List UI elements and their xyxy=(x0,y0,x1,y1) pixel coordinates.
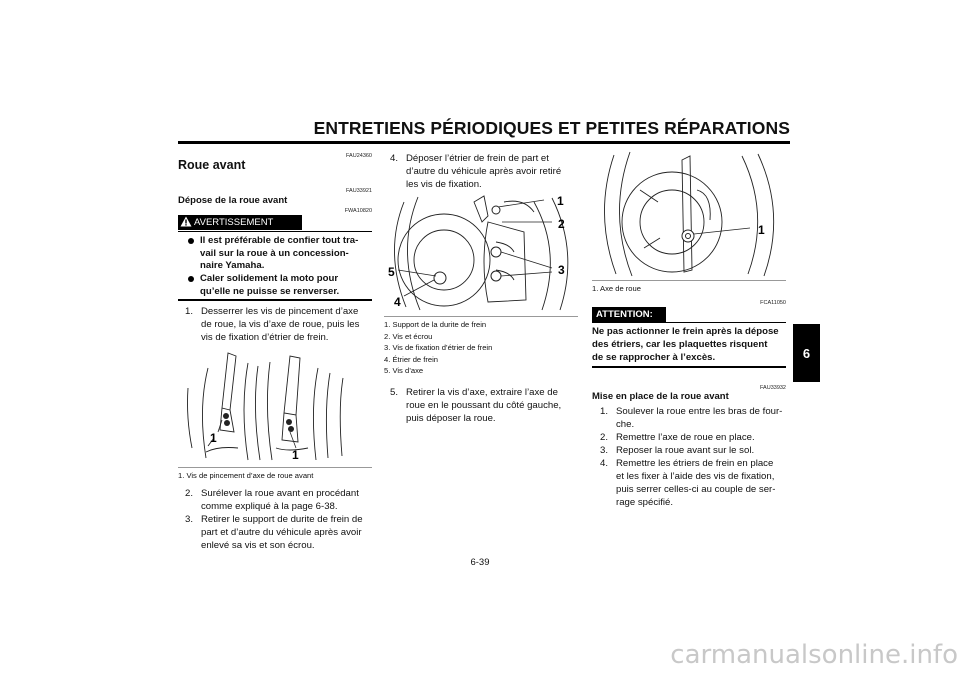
section-title: Roue avant xyxy=(178,158,246,172)
figure-caption: 1. Vis de pincement d’axe de roue avant xyxy=(178,471,314,480)
page-header-title: ENTRETIENS PÉRIODIQUES ET PETITES RÉPARATIONS xyxy=(313,118,790,138)
step-number: 4. xyxy=(600,458,609,469)
warning-bullet-2 xyxy=(188,273,374,298)
figure-label: 1 xyxy=(210,431,217,445)
step-line: Retirer la vis d’axe, extraire l’axe de xyxy=(406,387,558,398)
figure-rule xyxy=(178,467,372,468)
caption-item: 1. Support de la durite de frein xyxy=(384,320,487,329)
code-warning: FWA10820 xyxy=(344,208,372,214)
step-line: enlevé sa vis et son écrou. xyxy=(201,540,315,551)
page-number: 6-39 xyxy=(470,557,490,568)
figure-label: 3 xyxy=(558,263,565,277)
step-line: che. xyxy=(616,419,635,430)
warning-top-rule xyxy=(178,231,372,232)
warning-bullet-line: Caler solidement la moto pour xyxy=(200,273,339,284)
removal-step-4 xyxy=(390,152,582,191)
watermark: carmanualsonline.info xyxy=(670,640,958,670)
caption-item: 4. Étrier de frein xyxy=(384,354,439,364)
install-step-4 xyxy=(600,457,792,509)
figure-rule xyxy=(592,280,786,281)
removal-step-2 xyxy=(185,487,377,513)
step-number: 3. xyxy=(185,514,194,525)
figure-label: 1 xyxy=(758,223,765,237)
figure-wheel-axle xyxy=(592,150,787,278)
step-line: et les fixer à l’aide des vis de fixation, xyxy=(616,471,775,482)
step-number: 4. xyxy=(390,153,399,164)
figure-label: 2 xyxy=(558,217,565,231)
warning-bullet-1 xyxy=(188,235,374,273)
installation-title: Mise en place de la roue avant xyxy=(592,391,729,402)
chapter-tab: 6 xyxy=(793,324,820,382)
warning-bullet-line: naire Yamaha. xyxy=(200,260,265,271)
code-subsection: FAU33921 xyxy=(346,188,372,194)
code-attention: FCA11050 xyxy=(760,300,786,306)
step-line: comme expliqué à la page 6-38. xyxy=(201,501,338,512)
step-line: Reposer la roue avant sur le sol. xyxy=(616,445,755,456)
step-line: rage spécifié. xyxy=(616,497,674,508)
attention-line: de se rapprocher à l’excès. xyxy=(592,351,716,363)
bullet-dot-icon xyxy=(188,238,194,244)
step-line: Soulever la roue entre les bras de four- xyxy=(616,406,783,417)
code-section: FAU24360 xyxy=(346,153,372,159)
header-rule xyxy=(178,141,790,144)
step-line: de roue, la vis d’axe de roue, puis les xyxy=(201,319,360,330)
warning-triangle-icon xyxy=(178,216,194,229)
subsection-title: Dépose de la roue avant xyxy=(178,195,288,206)
figure-rule xyxy=(384,316,578,317)
install-step-1 xyxy=(600,405,792,431)
figure-label: 1 xyxy=(292,448,299,462)
caption-item: 3. Vis de fixation d’étrier de frein xyxy=(384,343,493,352)
step-line: roue en le poussant du côté gauche, xyxy=(406,400,562,411)
caption-item: 2. Vis et écrou xyxy=(384,331,433,341)
figure-label: 5 xyxy=(388,265,395,279)
warning-bullet-line: qu’elle ne puisse se renverser. xyxy=(200,285,340,297)
step-number: 5. xyxy=(390,387,399,398)
removal-step-5 xyxy=(390,386,582,425)
warning-label-text: AVERTISSEMENT xyxy=(194,217,274,228)
step-line: Surélever la roue avant en procédant xyxy=(201,488,359,499)
removal-step-1 xyxy=(185,305,375,344)
attention-line: des étriers, car les plaquettes risquent xyxy=(592,338,768,350)
step-number: 1. xyxy=(185,306,194,317)
step-line: Retirer le support de durite de frein de xyxy=(201,514,363,525)
attention-bottom-rule xyxy=(592,366,786,368)
step-number: 3. xyxy=(600,445,609,456)
step-line: d’autre du véhicule après avoir retiré xyxy=(406,166,562,177)
step-line: Remettre l’axe de roue en place. xyxy=(616,432,755,443)
step-line: Déposer l’étrier de frein de part et xyxy=(406,153,549,164)
step-number: 1. xyxy=(600,406,609,417)
step-line: puis déposer la roue. xyxy=(406,413,496,424)
attention-top-rule xyxy=(592,322,786,323)
figure-label: 1 xyxy=(557,194,564,208)
step-line: Remettre les étriers de frein en place xyxy=(616,458,774,469)
attention-label: ATTENTION: xyxy=(592,307,666,322)
step-line: Desserrer les vis de pincement d’axe xyxy=(201,306,359,317)
figure-caption-list xyxy=(384,319,492,377)
warning-label xyxy=(178,215,302,230)
code-installation: FAU33932 xyxy=(760,385,786,391)
figure-axle-pinch-bolts xyxy=(178,348,373,466)
figure-caption: 1. Axe de roue xyxy=(592,284,641,293)
install-step-2 xyxy=(600,431,792,444)
caption-item: 5. Vis d’axe xyxy=(384,366,424,375)
figure-brake-caliper xyxy=(384,192,579,314)
step-line: puis serrer celles-ci au couple de ser- xyxy=(616,484,776,495)
step-line: les vis de fixation. xyxy=(406,179,482,190)
removal-step-3 xyxy=(185,513,377,552)
warning-bullet-line: vail sur la roue à un concession- xyxy=(200,247,349,259)
figure-label: 4 xyxy=(394,295,401,309)
attention-line: Ne pas actionner le frein après la dépose xyxy=(592,326,779,337)
warning-bullet-line: Il est préférable de confier tout tra- xyxy=(200,235,359,246)
warning-bottom-rule xyxy=(178,299,372,301)
bullet-dot-icon xyxy=(188,276,194,282)
install-step-3 xyxy=(600,444,792,457)
step-line: vis de fixation d’étrier de frein. xyxy=(201,332,329,343)
step-number: 2. xyxy=(600,432,609,443)
attention-text xyxy=(592,326,788,364)
step-number: 2. xyxy=(185,488,194,499)
step-line: part et d’autre du véhicule après avoir xyxy=(201,527,362,538)
